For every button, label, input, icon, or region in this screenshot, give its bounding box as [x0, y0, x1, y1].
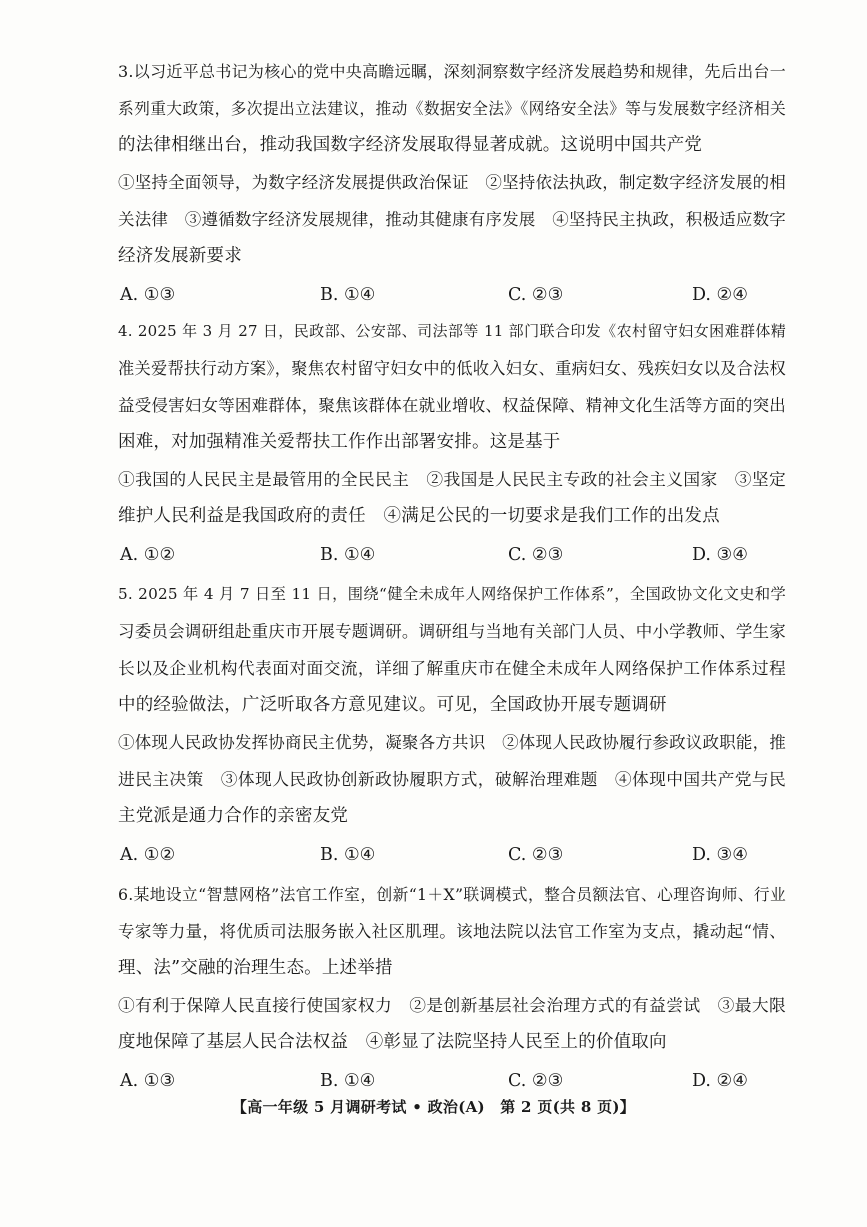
- question-stem-line: 4. 2025 年 3 月 27 日，民政部、公安部、司法部等 11 部门联合印发《农村留守妇女困难群体精: [118, 322, 786, 340]
- option-a: A. ①③: [120, 285, 176, 305]
- question-3: [118, 53, 786, 315]
- question-stem-line: 习委员会调研组赴重庆市开展专题调研。调研组与当地有关部门人员、中小学教师、学生家: [118, 622, 786, 641]
- question-5: [118, 576, 786, 875]
- question-stem-line: 专家等力量，将优质司法服务嵌入社区肌理。该地法院以法官工作室为支点，撬动起“情、: [118, 922, 786, 941]
- question-stem-line: 益受侵害妇女等困难群体，聚焦该群体在就业增收、权益保障、精神文化生活等方面的突出: [118, 396, 786, 415]
- option-d: D. ②④: [692, 1071, 748, 1091]
- option-d: D. ②④: [692, 285, 748, 305]
- option-c: C. ②③: [508, 285, 564, 305]
- question-stem-line: 的法律相继出台，推动我国数字经济发展取得显著成就。这说明中国共产党: [118, 135, 703, 155]
- options-row: [118, 835, 786, 875]
- question-6: [118, 876, 786, 1101]
- question-stem-line: 理、法”交融的治理生态。上述举措: [118, 958, 393, 978]
- statement-line: ①有利于保障人民直接行使国家权力 ②是创新基层社会治理方式的有益尝试 ③最大限: [118, 995, 786, 1015]
- statement-line: 关法律 ③遵循数字经济发展规律，推动其健康有序发展 ④坚持民主执政，积极适应数字: [118, 210, 786, 229]
- option-a: A. ①②: [120, 845, 176, 865]
- option-d: D. ③④: [692, 545, 748, 565]
- statement-line: 主党派是通力合作的亲密友党: [118, 806, 349, 826]
- question-stem-line: 系列重大政策，多次提出立法建议，推动《数据安全法》《网络安全法》等与发展数字经济相关: [118, 99, 786, 118]
- statement-line: ①我国的人民民主是最管用的全民民主 ②我国是人民民主专政的社会主义国家 ③坚定: [118, 469, 786, 489]
- option-a: A. ①③: [120, 1071, 176, 1091]
- page-footer: 【高一年级 5 月调研考试 • 政治(A) 第 2 页(共 8 页)】: [231, 1098, 636, 1116]
- statement-line: 进民主决策 ③体现人民政协创新政协履职方式，破解治理难题 ④体现中国共产党与民: [118, 769, 786, 789]
- question-4: [118, 313, 786, 575]
- option-c: C. ②③: [508, 545, 564, 565]
- option-c: C. ②③: [508, 1071, 564, 1091]
- options-row: [118, 535, 786, 575]
- statement-line: 度地保障了基层人民合法权益 ④彰显了法院坚持人民至上的价值取向: [118, 1032, 667, 1052]
- question-stem-line: 6.某地设立“智慧网格”法官工作室，创新“1＋X”联调模式，整合员额法官、心理咨询师、行业: [118, 885, 786, 904]
- statement-line: 维护人民利益是我国政府的责任 ④满足公民的一切要求是我们工作的出发点: [118, 506, 720, 526]
- option-b: B. ①④: [320, 1071, 376, 1091]
- option-b: B. ①④: [320, 545, 376, 565]
- question-stem-line: 5. 2025 年 4 月 7 日至 11 日，围绕“健全未成年人网络保护工作体系”，全国政协文化文史和学: [118, 585, 786, 603]
- question-stem-line: 中的经验做法，广泛听取各方意见建议。可见，全国政协开展专题调研: [118, 695, 667, 715]
- statement-line: ①坚持全面领导，为数字经济发展提供政治保证 ②坚持依法执政，制定数字经济发展的相: [118, 173, 786, 192]
- statement-line: ①体现人民政协发挥协商民主优势，凝聚各方共识 ②体现人民政协履行参政议政职能，推: [118, 733, 786, 752]
- statement-line: 经济发展新要求: [118, 246, 242, 266]
- question-stem-line: 准关爱帮扶行动方案》，聚焦农村留守妇女中的低收入妇女、重病妇女、残疾妇女以及合法权: [118, 359, 786, 378]
- option-b: B. ①④: [320, 285, 376, 305]
- option-d: D. ③④: [692, 845, 748, 865]
- options-row: [118, 275, 786, 315]
- option-a: A. ①②: [120, 545, 176, 565]
- options-row: [118, 1061, 786, 1101]
- option-c: C. ②③: [508, 845, 564, 865]
- question-stem-line: 长以及企业机构代表面对面交流，详细了解重庆市在健全未成年人网络保护工作体系过程: [118, 658, 786, 678]
- option-b: B. ①④: [320, 845, 376, 865]
- question-stem-line: 3.以习近平总书记为核心的党中央高瞻远瞩，深刻洞察数字经济发展趋势和规律，先后出台一: [118, 62, 786, 81]
- question-stem-line: 困难，对加强精准关爱帮扶工作作出部署安排。这是基于: [118, 432, 561, 452]
